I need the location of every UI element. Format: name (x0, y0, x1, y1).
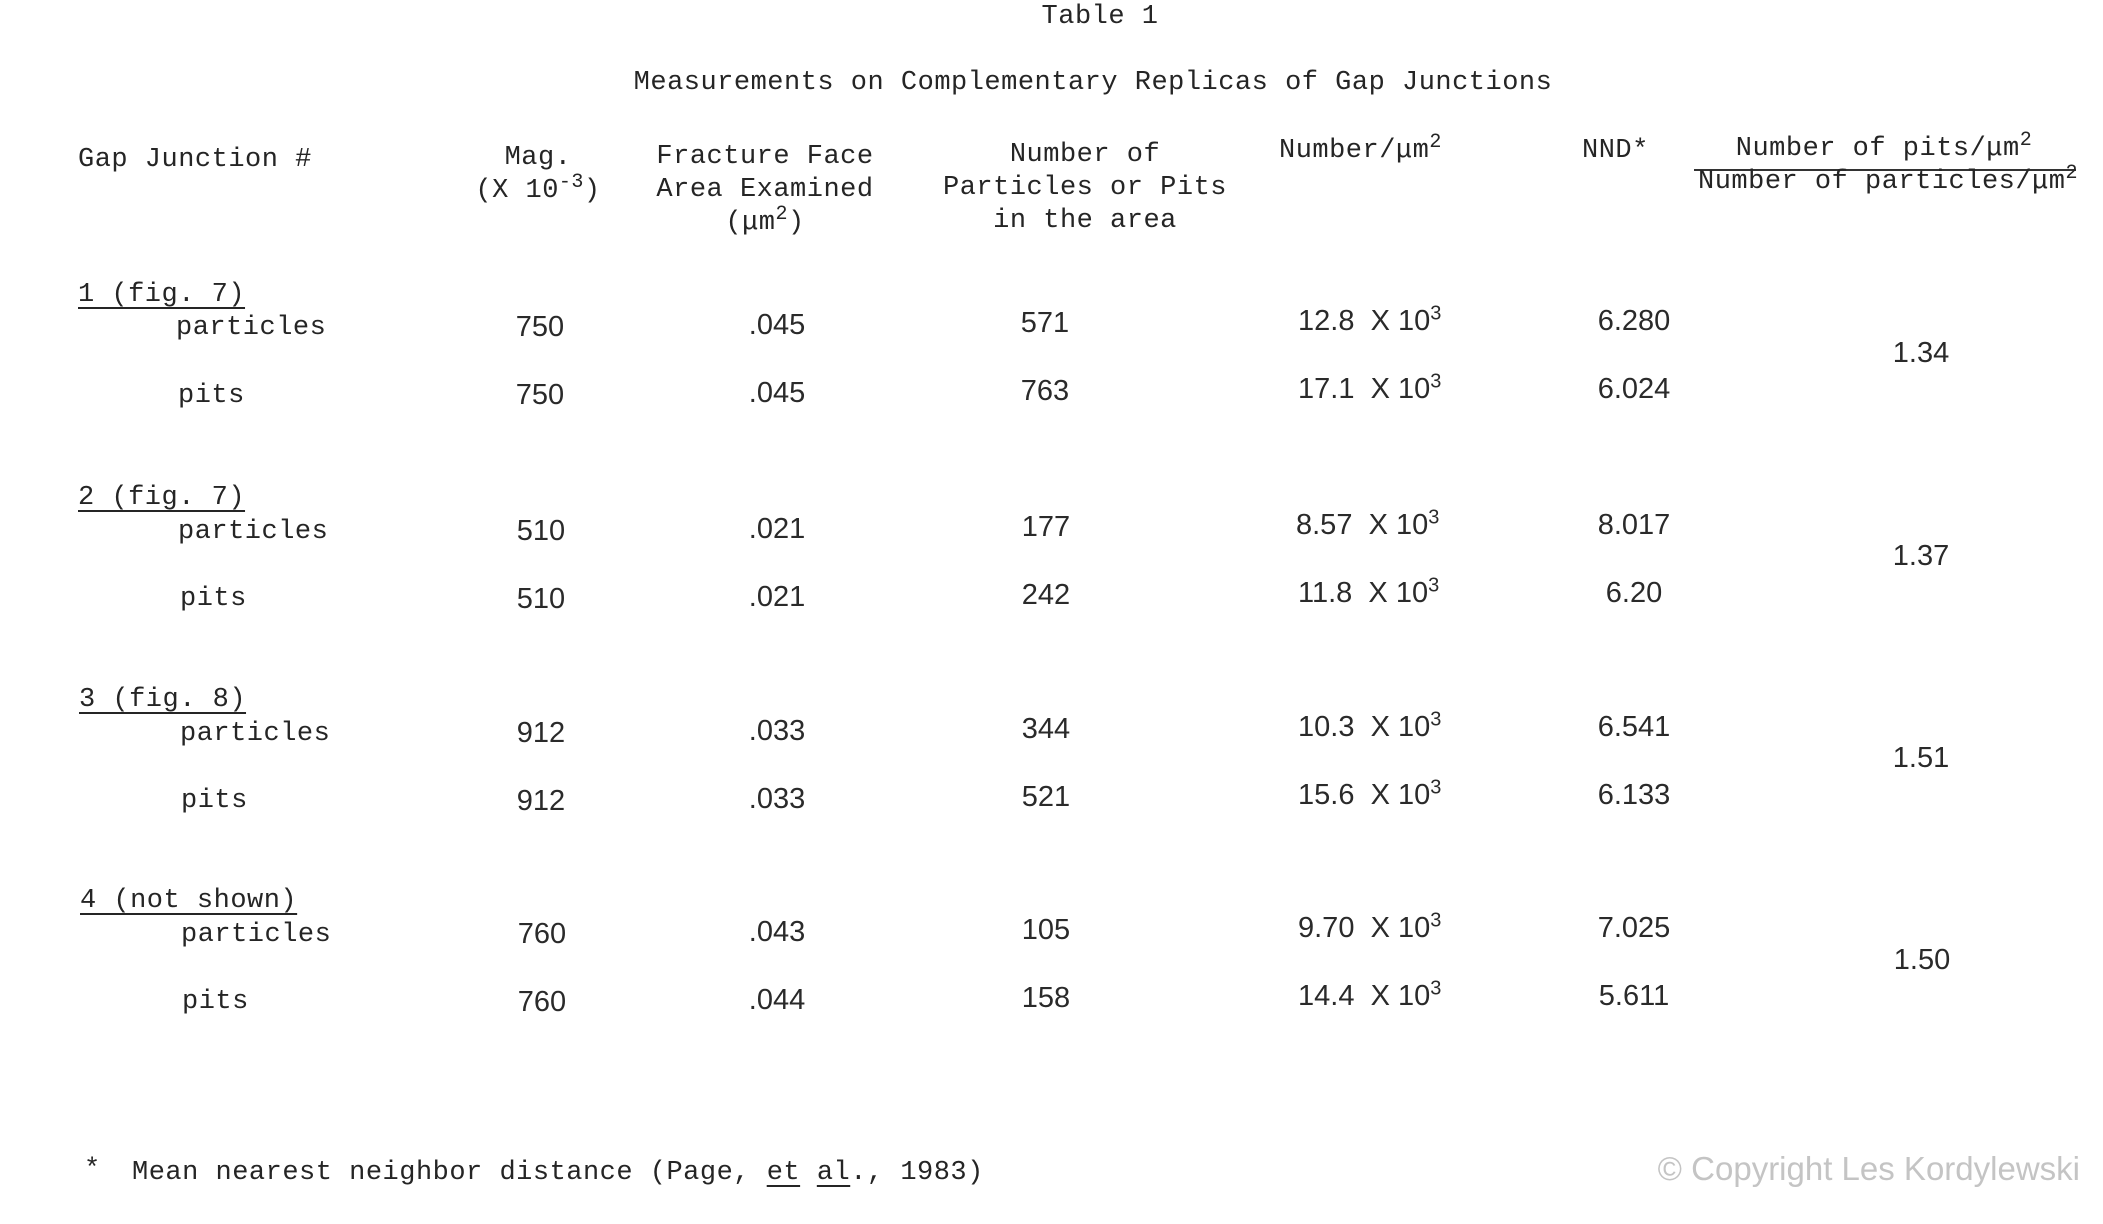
row-nnd: 8.017 (1597, 509, 1671, 541)
row-nnd: 6.541 (1597, 711, 1671, 743)
row-count: 521 (1021, 781, 1071, 813)
header-ratio-denominator: Number of particles/$\mu m^2$ (1698, 162, 2078, 197)
row-kind: pits (180, 584, 247, 614)
header-area-line2: Area Examined (656, 175, 874, 205)
row-mag: 750 (515, 311, 565, 343)
group-label: 4 (not shown) (80, 886, 298, 916)
row-kind: particles (180, 719, 331, 749)
row-area: .021 (748, 581, 806, 613)
header-area-line1: Fracture Face (656, 142, 874, 172)
header-area (656, 141, 873, 240)
row-density: 17.1 X $10^3$ (1298, 370, 1442, 405)
row-nnd: 5.611 (1598, 980, 1670, 1012)
row-density: 8.57 X $10^3$ (1296, 506, 1440, 541)
header-gap-junction: Gap Junction # (78, 145, 312, 175)
row-nnd: 7.025 (1597, 912, 1671, 944)
group-label: 2 (fig. 7) (78, 483, 246, 513)
row-mag: 510 (516, 583, 566, 615)
row-count: 177 (1021, 511, 1071, 543)
row-area: .033 (748, 783, 806, 815)
row-mag: 912 (516, 717, 566, 749)
row-kind: pits (181, 786, 248, 816)
table-title: Measurements on Complementary Replicas of Gap Junctions (633, 68, 1553, 98)
header-ratio-numerator: Number of pits/$\mu m^2$ (1735, 129, 2033, 164)
group-label: 1 (fig. 7) (78, 280, 246, 310)
group-ratio: 1.34 (1892, 337, 1950, 369)
footnote-et: et (766, 1158, 801, 1188)
row-density: 12.8 X $10^3$ (1298, 302, 1442, 337)
footnote-al: al (816, 1158, 851, 1188)
copyright-watermark: © Copyright Les Kordylewski (1657, 1150, 2080, 1187)
row-count: 105 (1021, 914, 1071, 946)
footnote-text: Mean nearest neighbor distance (Page, et al., 1983) (132, 1158, 984, 1188)
header-nnd: NND* (1582, 136, 1649, 166)
row-count: 242 (1021, 579, 1071, 611)
row-kind: particles (181, 920, 332, 950)
row-nnd: 6.20 (1605, 577, 1663, 609)
row-density: 15.6 X $10^3$ (1298, 776, 1442, 811)
row-area: .044 (748, 984, 806, 1016)
row-density: 11.8 X $10^3$ (1298, 574, 1440, 609)
header-mag-line2: (X $10^{-3}$) (475, 171, 601, 206)
row-area: .021 (748, 513, 806, 545)
header-mag-line1: Mag. (504, 143, 572, 173)
row-area: .043 (748, 916, 806, 948)
header-count-line2: Particles or Pits (943, 173, 1227, 203)
header-density: Number/$\mu m^2$ (1279, 131, 1442, 166)
row-density: 9.70 X $10^3$ (1298, 909, 1442, 944)
row-count: 571 (1020, 307, 1070, 339)
row-kind: particles (178, 517, 329, 547)
row-nnd: 6.280 (1597, 305, 1671, 337)
row-area: .045 (748, 309, 806, 341)
row-mag: 912 (516, 785, 566, 817)
row-mag: 760 (517, 918, 567, 950)
row-density: 10.3 X $10^3$ (1298, 708, 1442, 743)
row-kind: pits (178, 381, 245, 411)
row-density: 14.4 X $10^3$ (1298, 977, 1442, 1012)
row-nnd: 6.133 (1597, 779, 1671, 811)
group-label: 3 (fig. 8) (79, 685, 247, 715)
row-area: .045 (748, 377, 806, 409)
row-count: 763 (1020, 375, 1070, 407)
footnote-marker: * (84, 1155, 101, 1185)
row-mag: 510 (516, 515, 566, 547)
group-ratio: 1.50 (1893, 944, 1951, 976)
row-area: .033 (748, 715, 806, 747)
group-ratio: 1.51 (1892, 742, 1950, 774)
row-kind: particles (176, 313, 327, 343)
table-label: Table 1 (1041, 2, 1159, 32)
row-mag: 750 (515, 379, 565, 411)
row-count: 344 (1021, 713, 1071, 745)
header-count (943, 139, 1227, 238)
row-count: 158 (1021, 982, 1071, 1014)
header-count-line3: in the area (993, 206, 1177, 236)
row-mag: 760 (517, 986, 567, 1018)
row-nnd: 6.024 (1597, 373, 1671, 405)
header-mag (475, 142, 600, 208)
header-area-line3: $(\mu m^2)$ (725, 203, 805, 238)
row-kind: pits (182, 987, 249, 1017)
header-count-line1: Number of (1009, 140, 1161, 170)
group-ratio: 1.37 (1892, 540, 1950, 572)
